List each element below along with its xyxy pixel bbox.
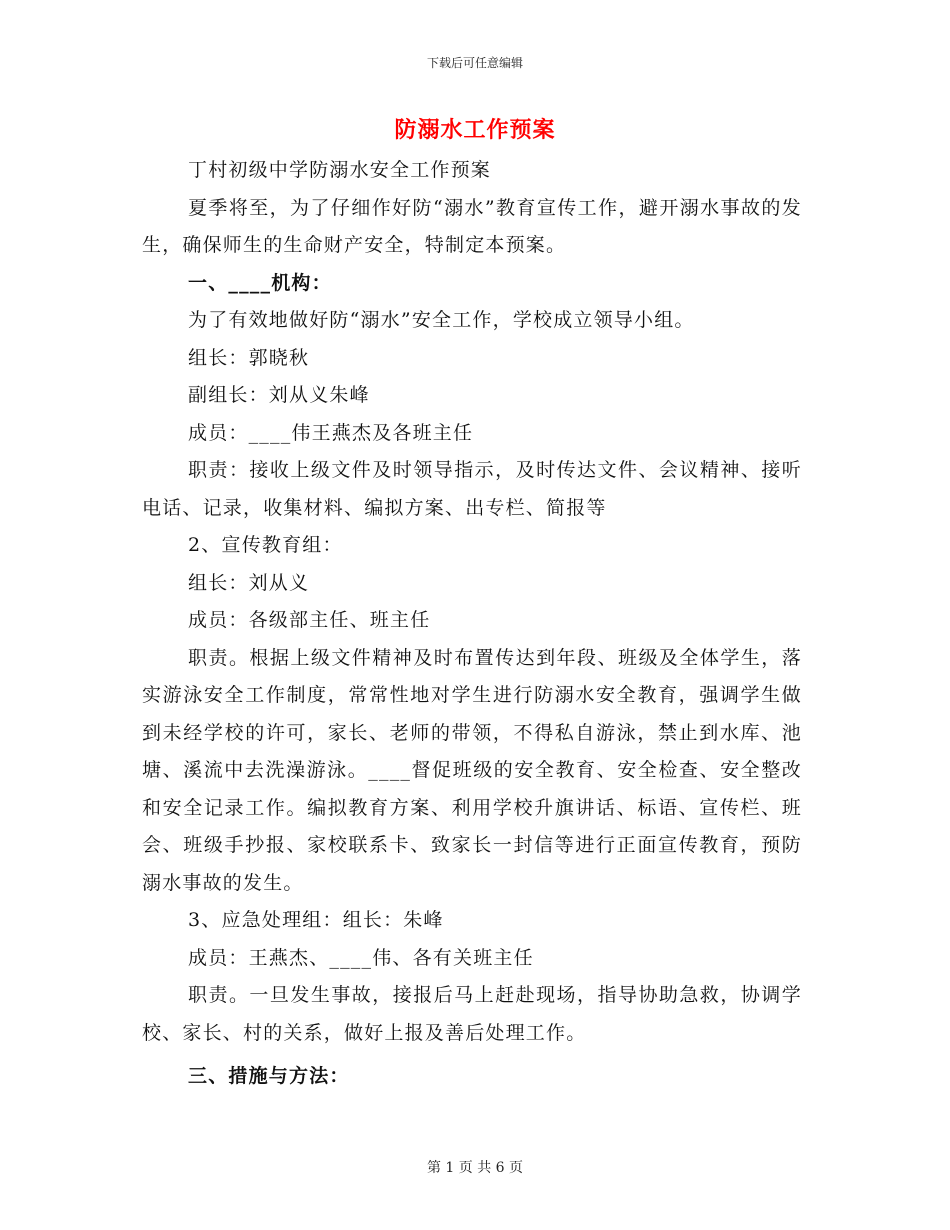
- section-heading-measures: 三、措施与方法：: [188, 1065, 350, 1087]
- paragraph-publicity-leader: 组长：刘从义: [188, 571, 310, 594]
- paragraph-organization-purpose: 为了有效地做好防“溺水”安全工作，学校成立领导小组。: [188, 309, 695, 331]
- page-header-note: 下载后可任意编辑: [426, 56, 523, 70]
- paragraph-leader: 组长：郭晓秋: [188, 346, 310, 369]
- section-heading-organization: 一、____机构：: [188, 271, 332, 294]
- paragraph-publicity-duties: 职责。根据上级文件精神及时布置传达到年段、班级及全体学生，落实游泳安全工作制度，常常性地对学生进行防溺水安全教育，强调学生做到未经学校的许可，家长、老师的带领，不得私自游泳，禁止到水库、池塘、溪流中去洗澡游泳。____督促班级的安全教育、安全检查、安全整改和安全记录工作。编拟教育方案、利用学校升旗讲话、标语、宣传栏、班会、班级手抄报、家校联系卡、致家长一封信等进行正面宣传教育，预防溺水事故的发生。: [142, 646, 802, 894]
- paragraph-members: 成员：____伟王燕杰及各班主任: [188, 421, 474, 444]
- document-title: 防溺水工作预案: [394, 117, 556, 143]
- section-heading-emergency-group: 3、应急处理组：组长：朱峰: [188, 909, 444, 931]
- paragraph-emergency-members: 成员：王燕杰、____伟、各有关班主任: [188, 946, 534, 969]
- paragraph-school-plan-name: 丁村初级中学防溺水安全工作预案: [188, 159, 492, 181]
- paragraph-deputy-leader: 副组长：刘从义朱峰: [188, 384, 370, 406]
- section-heading-publicity-group: 2、宣传教育组：: [188, 534, 343, 556]
- paragraph-intro: 夏季将至，为了仔细作好防“溺水”教育宣传工作，避开溺水事故的发生，确保师生的生命财产安全，特制定本预案。: [142, 196, 802, 256]
- paragraph-duties: 职责：接收上级文件及时领导指示，及时传达文件、会议精神、接听电话、记录，收集材料、编拟方案、出专栏、简报等: [142, 459, 802, 519]
- paragraph-emergency-duties: 职责。一旦发生事故，接报后马上赶赴现场，指导协助急救，协调学校、家长、村的关系，做好上报及善后处理工作。: [142, 984, 802, 1044]
- paragraph-publicity-members: 成员：各级部主任、班主任: [188, 609, 431, 631]
- document-body: [142, 152, 802, 1096]
- page-indicator: 第 1 页 共 6 页: [426, 1160, 524, 1176]
